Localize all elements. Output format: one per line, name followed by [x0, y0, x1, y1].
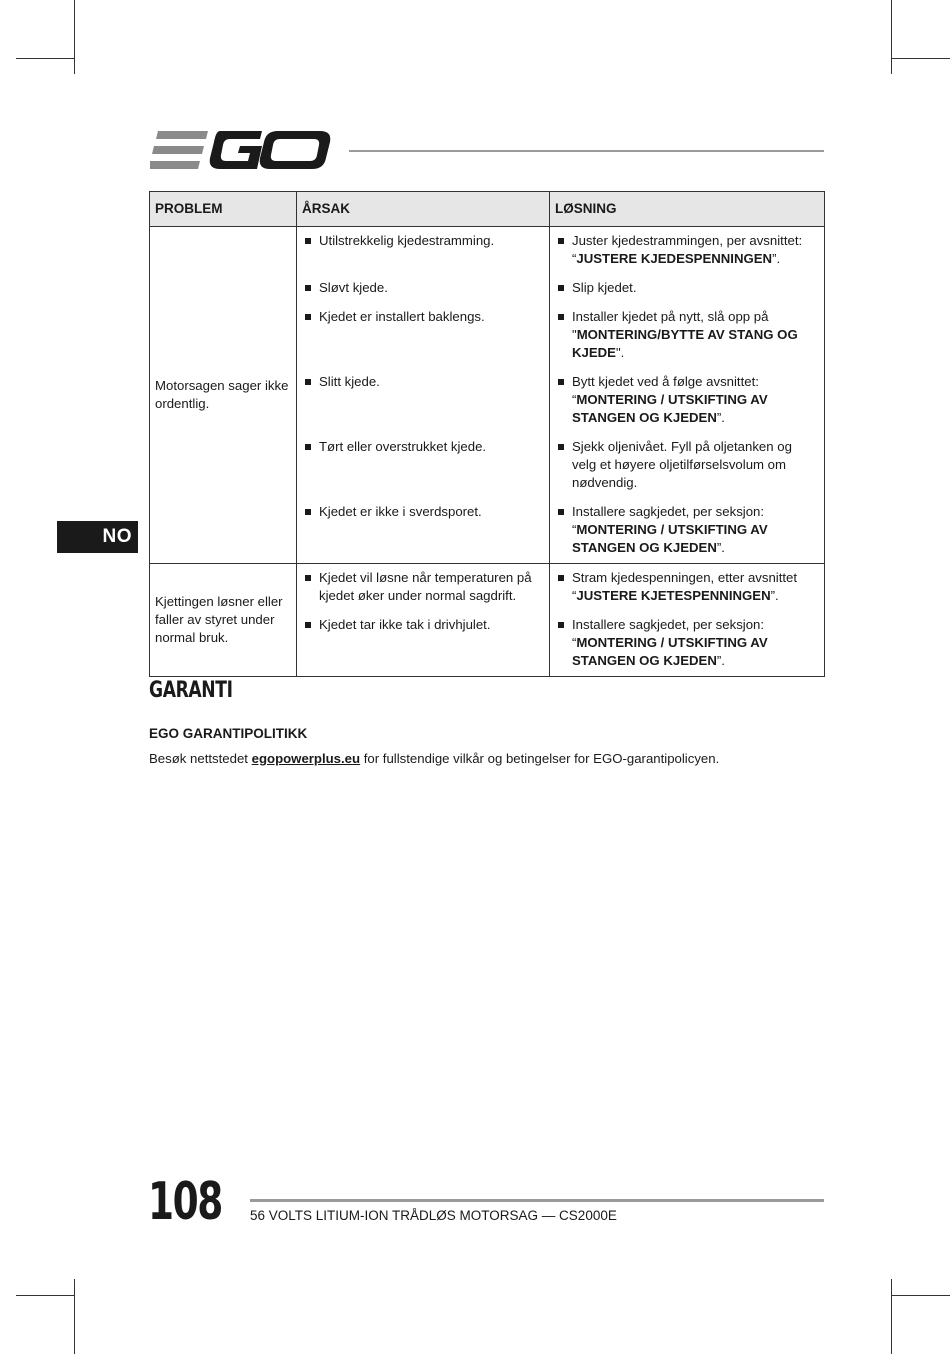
table-row [150, 564, 825, 612]
solution-cell [550, 498, 825, 564]
cause-text: Sløvt kjede. [305, 279, 541, 297]
cause-cell [297, 274, 550, 303]
cause-cell [297, 498, 550, 564]
solution-cell [550, 564, 825, 612]
ego-logo [150, 128, 332, 172]
language-tab: NO [57, 521, 138, 553]
cause-cell [297, 564, 550, 612]
solution-text: Juster kjedestrammingen, per avsnittet: “JUSTERE KJEDESPENNINGEN”. [558, 232, 816, 268]
crop-mark [16, 58, 74, 59]
crop-mark [891, 1295, 950, 1296]
page-number: 108 [148, 1172, 222, 1232]
crop-mark [74, 1279, 75, 1354]
table-row [150, 227, 825, 275]
crop-mark [16, 1295, 74, 1296]
solution-text: Bytt kjedet ved å følge avsnittet: “MONTERING / UTSKIFTING AV STANGEN OG KJEDEN”. [558, 373, 816, 427]
cause-text: Utilstrekkelig kjedestramming. [305, 232, 541, 250]
solution-cell [550, 303, 825, 368]
cause-text: Kjedet vil løsne når temperaturen på kjedet øker under normal sagdrift. [305, 569, 541, 605]
cause-text: Tørt eller overstrukket kjede. [305, 438, 541, 456]
solution-cell [550, 274, 825, 303]
crop-mark [74, 0, 75, 74]
crop-mark [891, 1279, 892, 1354]
footer-title: 56 VOLTS LITIUM-ION TRÅDLØS MOTORSAG — CS2000E [250, 1208, 617, 1223]
solution-text: Installer kjedet på nytt, slå opp på "MONTERING/BYTTE AV STANG OG KJEDE". [558, 308, 816, 362]
solution-text: Sjekk oljenivået. Fyll på oljetanken og velg et høyere oljetilførselsvolum om nødvendig. [558, 438, 816, 492]
troubleshooting-table [149, 191, 825, 677]
solution-text: Stram kjedespenningen, etter avsnittet “JUSTERE KJETESPENNINGEN”. [558, 569, 816, 605]
warranty-text: Besøk nettstedet egopowerplus.eu for fullstendige vilkår og betingelser for EGO-garantipolicyen. [149, 751, 720, 766]
footer-rule [250, 1199, 824, 1202]
solution-cell [550, 611, 825, 677]
crop-mark [891, 0, 892, 74]
problem-cell: Kjettingen løsner eller faller av styret under normal bruk. [150, 564, 297, 677]
header-problem: PROBLEM [150, 192, 297, 227]
crop-mark [891, 58, 950, 59]
warranty-link[interactable]: egopowerplus.eu [251, 751, 361, 766]
cause-text: Kjedet er installert baklengs. [305, 308, 541, 326]
warranty-subheading: EGO GARANTIPOLITIKK [149, 726, 308, 741]
header-rule [349, 150, 824, 152]
cause-text: Kjedet tar ikke tak i drivhjulet. [305, 616, 541, 634]
solution-cell [550, 368, 825, 433]
solution-text: Slip kjedet. [558, 279, 816, 297]
solution-cell [550, 227, 825, 275]
solution-text: Installere sagkjedet, per seksjon: “MONTERING / UTSKIFTING AV STANGEN OG KJEDEN”. [558, 616, 816, 670]
cause-text: Slitt kjede. [305, 373, 541, 391]
cause-cell [297, 433, 550, 498]
cause-text: Kjedet er ikke i sverdsporet. [305, 503, 541, 521]
cause-cell [297, 303, 550, 368]
cause-cell [297, 611, 550, 677]
warranty-heading: GARANTI [149, 678, 233, 703]
solution-cell [550, 433, 825, 498]
cause-cell [297, 227, 550, 275]
solution-text: Installere sagkjedet, per seksjon: “MONTERING / UTSKIFTING AV STANGEN OG KJEDEN”. [558, 503, 816, 557]
table-header-row [150, 192, 825, 227]
cause-cell [297, 368, 550, 433]
header-solution: LØSNING [550, 192, 825, 227]
header-cause: ÅRSAK [297, 192, 550, 227]
problem-cell: Motorsagen sager ikke ordentlig. [150, 227, 297, 564]
